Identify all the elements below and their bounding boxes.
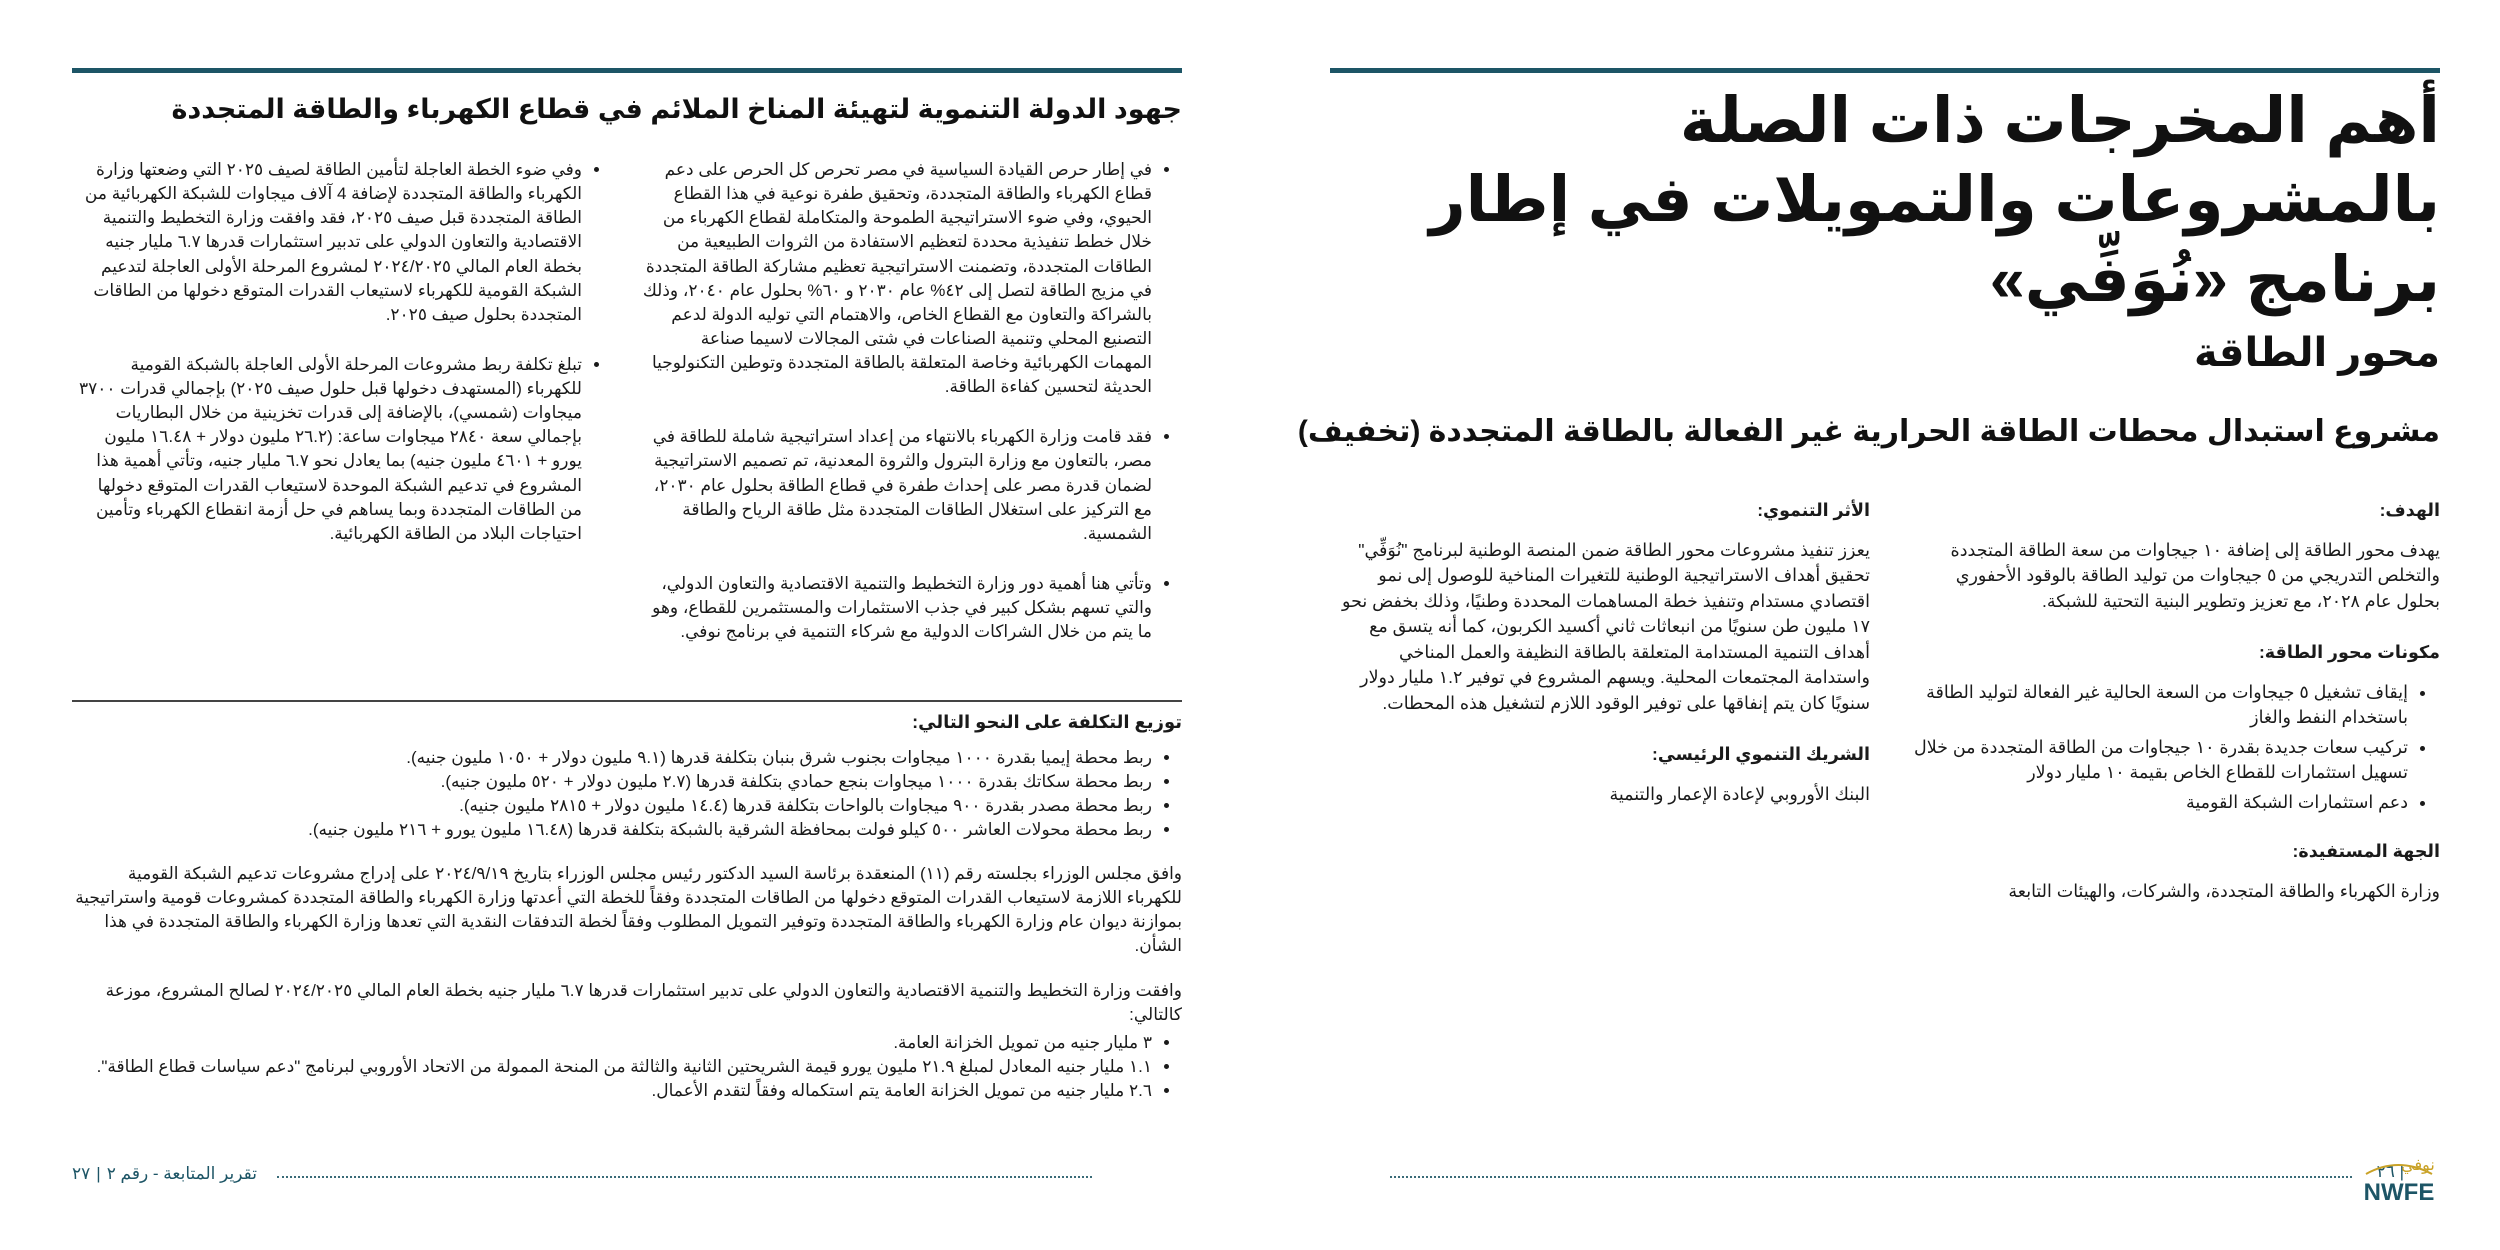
list-item: • ٣ مليار جنيه من تمويل الخزانة العامة. <box>72 1031 1152 1055</box>
text-column-right <box>642 158 1182 670</box>
footer-rule <box>1390 1176 2352 1178</box>
footer: تقرير المتابعة - رقم ٢|٢٧ <box>72 1164 257 1183</box>
page-title: جهود الدولة التنموية لتهيئة المناخ الملائم في قطاع الكهرباء والطاقة المتجددة <box>171 94 1182 124</box>
impact-label: الأثر التنموي: <box>1757 500 1870 520</box>
beneficiary-text: وزارة الكهرباء والطاقة المتجددة، والشركات، والهيئات التابعة <box>2008 881 2440 902</box>
list-item: • ٢.٦ مليار جنيه من تمويل الخزانة العامة يتم استكماله وفقاً لتقدم الأعمال. <box>72 1079 1152 1103</box>
nwfe-logo <box>2358 1148 2440 1208</box>
list-item: • ربط محطة إيميا بقدرة ١٠٠٠ ميجاوات بجنوب شرق بنبان بتكلفة قدرها (٩.١ مليون دولار + ١٠٥٠ مليون جنيه). <box>72 746 1152 770</box>
top-rule <box>72 68 1182 73</box>
impact-column <box>1330 498 1870 833</box>
footer-rule <box>277 1176 1092 1178</box>
page-number: ٢٦ | <box>2376 1162 2404 1181</box>
bullet-list <box>642 158 1182 644</box>
list-item: • فقد قامت وزارة الكهرباء بالانتهاء من إعداد استراتيجية شاملة للطاقة في مصر، بالتعاون مع وزارة البترول والثروة المعدنية، تم تصميم الاستراتيجية لضمان قدرة مصر على إحداث طفرة في قطاع الطاقة بحلول عام ٢٠٣٠، مع التركيز على استغلال الطاقات المتجددة مثل طاقة الرياح والطاقة الشمسية. <box>642 425 1152 546</box>
right-page <box>1297 0 2440 1250</box>
footer-report-title: تقرير المتابعة - رقم ٢ <box>106 1164 257 1183</box>
components-list <box>1910 680 2440 816</box>
list-item: • تركيب سعات جديدة بقدرة ١٠ جيجاوات من الطاقة المتجددة من خلال تسهيل استثمارات للقطاع الخاص بقيمة ١٠ مليار دولار <box>1910 735 2408 786</box>
top-rule <box>1330 68 2440 73</box>
page-title: أهم المخرجات ذات الصلة بالمشروعات والتمويلات في إطار برنامج «نُوَفِّي» <box>1429 86 2440 315</box>
section-title: محور الطاقة <box>2194 331 2440 375</box>
text-column-left <box>72 158 612 572</box>
list-item: • وتأتي هنا أهمية دور وزارة التخطيط والتنمية الاقتصادية والتعاون الدولي، والتي تسهم بشكل كبير في جذب الاستثمارات والمستثمرين للقطاع، وهو ما يتم من خلال الشراكات الدولية مع شركاء التنمية في برنامج نوفي. <box>642 572 1152 644</box>
section-divider <box>72 700 1182 702</box>
list-item: • إيقاف تشغيل ٥ جيجاوات من السعة الحالية غير الفعالة لتوليد الطاقة باستخدام النفط والغاز <box>1910 680 2408 731</box>
ministry-paragraph: وافقت وزارة التخطيط والتنمية الاقتصادية والتعاون الدولي على تدبير استثمارات قدرها ٦.٧ مليار جنيه بخطة العام المالي ٢٠٢٤/٢٠٢٥ لصالح المشروع، موزعة كالتالي: <box>105 980 1182 1024</box>
funding-list <box>72 1031 1182 1103</box>
list-item: • ربط محطة مصدر بقدرة ٩٠٠ ميجاوات بالواحات بتكلفة قدرها (١٤.٤ مليون دولار + ٢٨١٥ مليون جنيه). <box>72 794 1152 818</box>
logo-arabic-text: نوفي <box>2401 1155 2435 1174</box>
list-item: • وفي ضوء الخطة العاجلة لتأمين الطاقة لصيف ٢٠٢٥ التي وضعتها وزارة الكهرباء والطاقة المتجددة لإضافة 4 آلاف ميجاوات للشبكة الكهربائية من الطاقة المتجددة قبل صيف ٢٠٢٥، فقد وافقت وزارة التخطيط والتنمية الاقتصادية والتعاون الدولي على تدبير استثمارات قدرها ٦.٧ مليار جنيه بخطة العام المالي ٢٠٢٤/٢٠٢٥ لمشروع المرحلة الأولى العاجلة لتدعيم الشبكة القومية للكهرباء لاستيعاب القدرات المتوقع دخولها من الطاقات المتجددة بحلول صيف ٢٠٢٥. <box>72 158 582 327</box>
goal-column <box>1910 498 2440 931</box>
list-item: • دعم استثمارات الشبكة القومية <box>1910 790 2408 816</box>
goal-text: يهدف محور الطاقة إلى إضافة ١٠ جيجاوات من سعة الطاقة المتجددة والتخلص التدريجي من ٥ جيجاوات من توليد الطاقة بالوقود الأحفوري بحلول عام ٢٠٢٨، مع تعزيز وتطوير البنية التحتية للشبكة. <box>1950 539 2440 611</box>
bullet-list <box>72 158 612 546</box>
page-number-text: ٢٦ <box>2376 1162 2395 1181</box>
page-number: ٢٧ <box>72 1164 91 1183</box>
list-item: • تبلغ تكلفة ربط مشروعات المرحلة الأولى العاجلة بالشبكة القومية للكهرباء (المستهدف دخولها قبل حلول صيف ٢٠٢٥) بإجمالي قدرات ٣٧٠٠ ميجاوات (شمسي)، بالإضافة إلى قدرات تخزينية من خلال البطاريات بإجمالي سعة ٢٨٤٠ ميجاوات ساعة: (٢٦.٢ مليون دولار + ١٦.٤٨ مليون يورو + ٤٦٠١ مليون جنيه) بما يعادل نحو ٦.٧ مليار جنيه، وتأتي أهمية هذا المشروع في تدعيم الشبكة الموحدة لاستيعاب القدرات المتوقع دخولها من الطاقات المتجددة وبما يساهم في حل أزمة انقطاع الكهرباء وتأمين احتياجات البلاد من الطاقة الكهربائية. <box>72 353 582 546</box>
cost-section <box>72 710 1182 1123</box>
approval-paragraph: وافق مجلس الوزراء بجلسته رقم (١١) المنعقدة برئاسة السيد الدكتور رئيس مجلس الوزراء بتاريخ ٢٠٢٤/٩/١٩ على إدراج مشروعات تدعيم الشبكة القومية للكهرباء اللازمة لاستيعاب القدرات المتوقع دخولها من الطاقات المتجددة وفقاً للخطة التي أعدتها وزارة الكهرباء والطاقة المتجددة كمشروعات قومية واستراتيجية بموازنة ديوان عام وزارة الكهرباء والطاقة المتجددة وتوفير التمويل المطلوب وفقاً لخطة التدفقات النقدية التي تعدها وزارة الكهرباء والطاقة المتجددة في هذا الشأن. <box>75 864 1182 956</box>
list-item: • في إطار حرص القيادة السياسية في مصر تحرص كل الحرص على دعم قطاع الكهرباء والطاقة المتجددة، وتحقيق طفرة نوعية في هذا القطاع الحيوي، وفي ضوء الاستراتيجية الطموحة والمتكاملة لقطاع الكهرباء من خلال خطط تنفيذية محددة لتعظيم الاستفادة من الثروات الطبيعية من الطاقات المتجددة، وتضمنت الاستراتيجية تعظيم مشاركة الطاقة المتجددة في مزيج الطاقة لتصل إلى ٤٢% عام ٢٠٣٠ و ٦٠% بحلول عام ٢٠٤٠، وذلك بالشراكة والتعاون مع القطاع الخاص، والاهتمام التي توليه الدولة لدعم التصنيع المحلي وتنمية الصناعات في شتى المجالات لاسيما صناعة المهمات الكهربائية وخاصة المتعلقة بالطاقة المتجددة وتوطين التكنولوجيا الحديثة لتحسين كفاءة الطاقة. <box>642 158 1152 399</box>
left-page <box>72 0 1182 1250</box>
project-title: مشروع استبدال محطات الطاقة الحرارية غير الفعالة بالطاقة المتجددة (تخفيف) <box>1297 415 2440 448</box>
logo-text: NWFE <box>2363 1179 2435 1206</box>
partner-label: الشريك التنموي الرئيسي: <box>1652 744 1870 765</box>
distribution-list <box>72 746 1182 843</box>
partner-text: البنك الأوروبي لإعادة الإعمار والتنمية <box>1609 783 1870 804</box>
impact-text: يعزز تنفيذ مشروعات محور الطاقة ضمن المنصة الوطنية لبرنامج "نُوَفِّي" تحقيق أهداف الاستراتيجية الوطنية للتغيرات المناخية للوصول إلى نمو اقتصادي مستدام وتنفيذ خطة المساهمات المحددة وطنيًا، وذلك بخفض نحو ١٧ مليون طن سنويًا من انبعاثات ثاني أكسيد الكربون، كما أنه يتسق مع أهداف التنمية المستدامة المتعلقة بالطاقة النظيفة والعمل المناخي واستدامة المجتمعات المحلية. ويسهم المشروع في توفير ١.٢ مليار دولار سنويًا كان يتم إنفاقها على توفير الوقود اللازم لتشغيل هذه المحطات. <box>1342 539 1870 713</box>
components-label: مكونات محور الطاقة: <box>2258 642 2440 663</box>
list-item: • ربط محطة محولات العاشر ٥٠٠ كيلو فولت بمحافظة الشرقية بالشبكة بتكلفة قدرها (١٦.٤٨ مليون يورو + ٢١٦ مليون جنيه). <box>72 818 1152 842</box>
beneficiary-label: الجهة المستفيدة: <box>2292 841 2440 862</box>
distribution-label: توزيع التكلفة على النحو التالي: <box>912 712 1182 732</box>
list-item: • ١.١ مليار جنيه المعادل لمبلغ ٢١.٩ مليون يورو قيمة الشريحتين الثانية والثالثة من المنحة الممولة من الاتحاد الأوروبي لبرنامج "دعم سياسات قطاع الطاقة". <box>72 1055 1152 1079</box>
list-item: • ربط محطة سكاتك بقدرة ١٠٠٠ ميجاوات بنجع حمادي بتكلفة قدرها (٢.٧ مليون دولار + ٥٢٠ مليون جنيه). <box>72 770 1152 794</box>
goal-label: الهدف: <box>2379 500 2440 520</box>
